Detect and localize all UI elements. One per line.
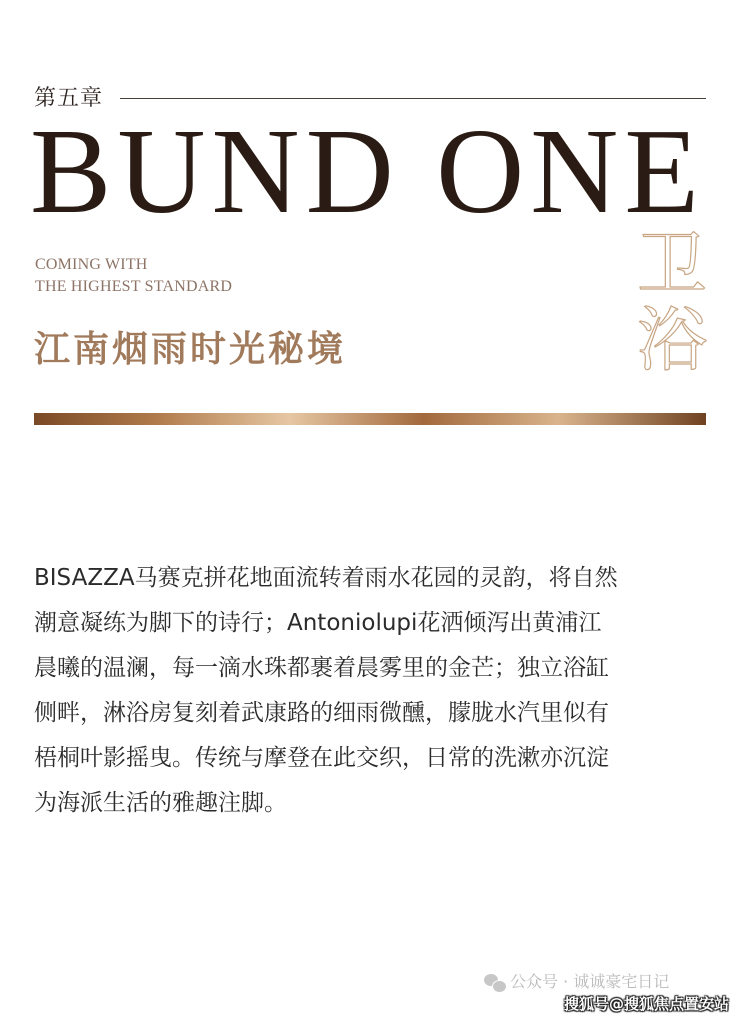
english-subtitle [35, 254, 232, 298]
wechat-icon [484, 974, 506, 992]
body-line: 晨曦的温澜，每一滴水珠都裹着晨雾里的金芒；独立浴缸 [34, 655, 609, 681]
chapter-divider [120, 98, 706, 99]
gold-divider-bar [34, 413, 706, 425]
source-credit [484, 968, 669, 996]
page-title: BUND ONE [30, 104, 705, 239]
body-line: BISAZZA马赛克拼花地面流转着雨水花园的灵韵，将自然 [34, 565, 618, 591]
source-credit-text: 公众号 · 诚诚豪宅日记 [510, 972, 670, 991]
watermark: 搜狐号@搜狐焦点置安站 [564, 995, 730, 1013]
vertical-label-char-1: 卫 [637, 223, 707, 305]
vertical-label-char-2: 浴 [637, 299, 707, 381]
body-line: 梧桐叶影摇曳。传统与摩登在此交织，日常的洗漱亦沉淀 [34, 745, 609, 771]
section-vertical-label [632, 223, 712, 381]
body-line: 潮意凝练为脚下的诗行；Antoniolupi花洒倾泻出黄浦江 [34, 610, 602, 636]
body-paragraph [34, 556, 710, 826]
chinese-subtitle: 江南烟雨时光秘境 [34, 328, 347, 370]
body-line: 为海派生活的雅趣注脚。 [34, 790, 287, 816]
english-subtitle-line-2: THE HIGHEST STANDARD [35, 278, 233, 295]
body-line: 侧畔，淋浴房复刻着武康路的细雨微醺，朦胧水汽里似有 [34, 700, 609, 726]
chapter-label: 第五章 [34, 86, 104, 111]
english-subtitle-line-1: COMING WITH [35, 256, 148, 273]
